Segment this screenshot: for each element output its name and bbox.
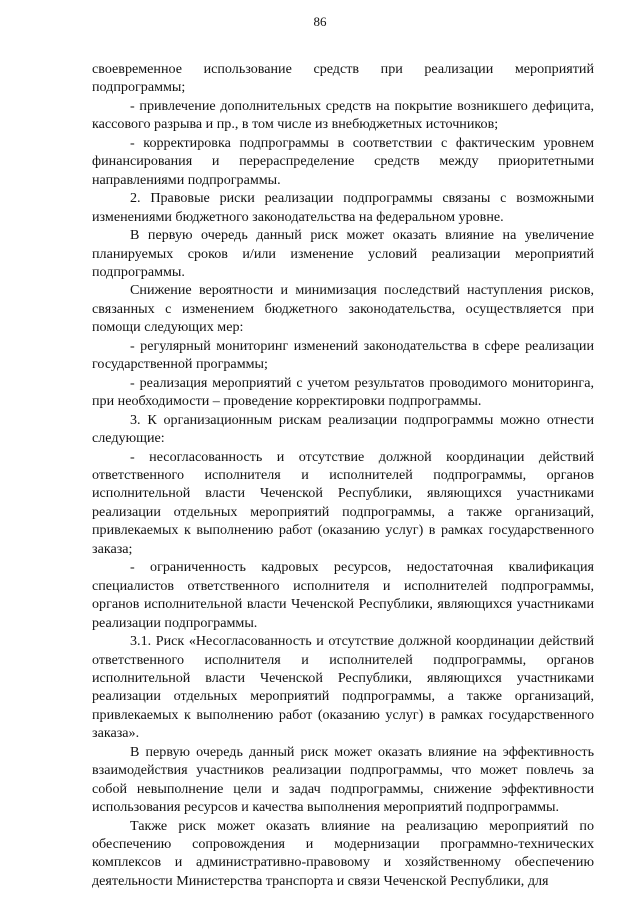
paragraph-legal-risks: 2. Правовые риски реализации подпрограммы связаны с возможными изменениями бюджетного законодательства на федеральном уровне. — [92, 190, 594, 225]
page-number: 86 — [313, 14, 327, 29]
paragraph-organizational-risks: 3. К организационным рискам реализации подпрограммы можно отнести следующие: — [92, 411, 594, 447]
list-item-adjust-subprogram: - корректировка подпрограммы в соответствии с фактическим уровнем финансирования и перераспределение средств между приоритетными направлениями подпрограммы. — [92, 134, 594, 188]
document-body — [92, 60, 594, 890]
paragraph-risk-mitigation: Снижение вероятности и минимизация последствий наступления рисков, связанных с изменением бюджетного законодательства, осуществляется при помощи следующих мер: — [92, 282, 594, 336]
paragraph-risk-impact: В первую очередь данный риск может оказать влияние на эффективность взаимодействия участников реализации подпрограммы, что может повлечь за собой невыполнение цели и задач подпрограммы, снижение эффективности использования ресурсов и качества выполнения мероприятий подпрограммы. — [92, 743, 594, 816]
list-item-coordination: - несогласованность и отсутствие должной координации действий ответственного исполнителя и исполнителей подпрограммы, органов исполнительной власти Чеченской Республики, являющихся участниками реализации отдельных мероприятий подпрограммы, а также организаций, привлекаемых к выполнению работ (оказанию услуг) в рамках государственного заказа; — [92, 448, 594, 557]
list-item-monitoring: - регулярный мониторинг изменений законодательства в сфере реализации государственной программы; — [92, 337, 594, 373]
list-item-attract-funds: - привлечение дополнительных средств на покрытие возникшего дефицита, кассового разрыва и пр., в том числе из внебюджетных источников; — [92, 97, 594, 133]
paragraph-legal-risk-impact: В первую очередь данный риск может оказать влияние на увеличение планируемых сроков и/или изменение условий реализации мероприятий подпрограммы. — [92, 227, 594, 280]
list-item-staff: - ограниченность кадровых ресурсов, недостаточная квалификация специалистов ответственного исполнителя и исполнителей подпрограммы, органов исполнительной власти Чеченской Республики, являющихся участниками реализации подпрограммы. — [92, 559, 594, 631]
paragraph-risk-3-1: 3.1. Риск «Несогласованность и отсутствие должной координации действий ответственного исполнителя и исполнителей подпрограммы, органов исполнительной власти Чеченской Республики, являющихся участниками реализации отдельных мероприятий подпрограммы, а также организаций, привлекаемых к выполнению работ (оказанию услуг) в рамках государственного заказа». — [92, 633, 594, 742]
list-item-implementation: - реализация мероприятий с учетом результатов проводимого мониторинга, при необходимости – проведение корректировки подпрограммы. — [92, 374, 594, 410]
paragraph-continuation: своевременное использование средств при реализации мероприятий подпрограммы; — [92, 61, 594, 96]
paragraph-risk-also: Также риск может оказать влияние на реализацию мероприятий по обеспечению сопровождения и модернизации программно-технических комплексов и административно-правовому и хозяйственному обеспечению деятельности Министерства транспорта и связи Чеченской Республики, для — [92, 817, 594, 889]
